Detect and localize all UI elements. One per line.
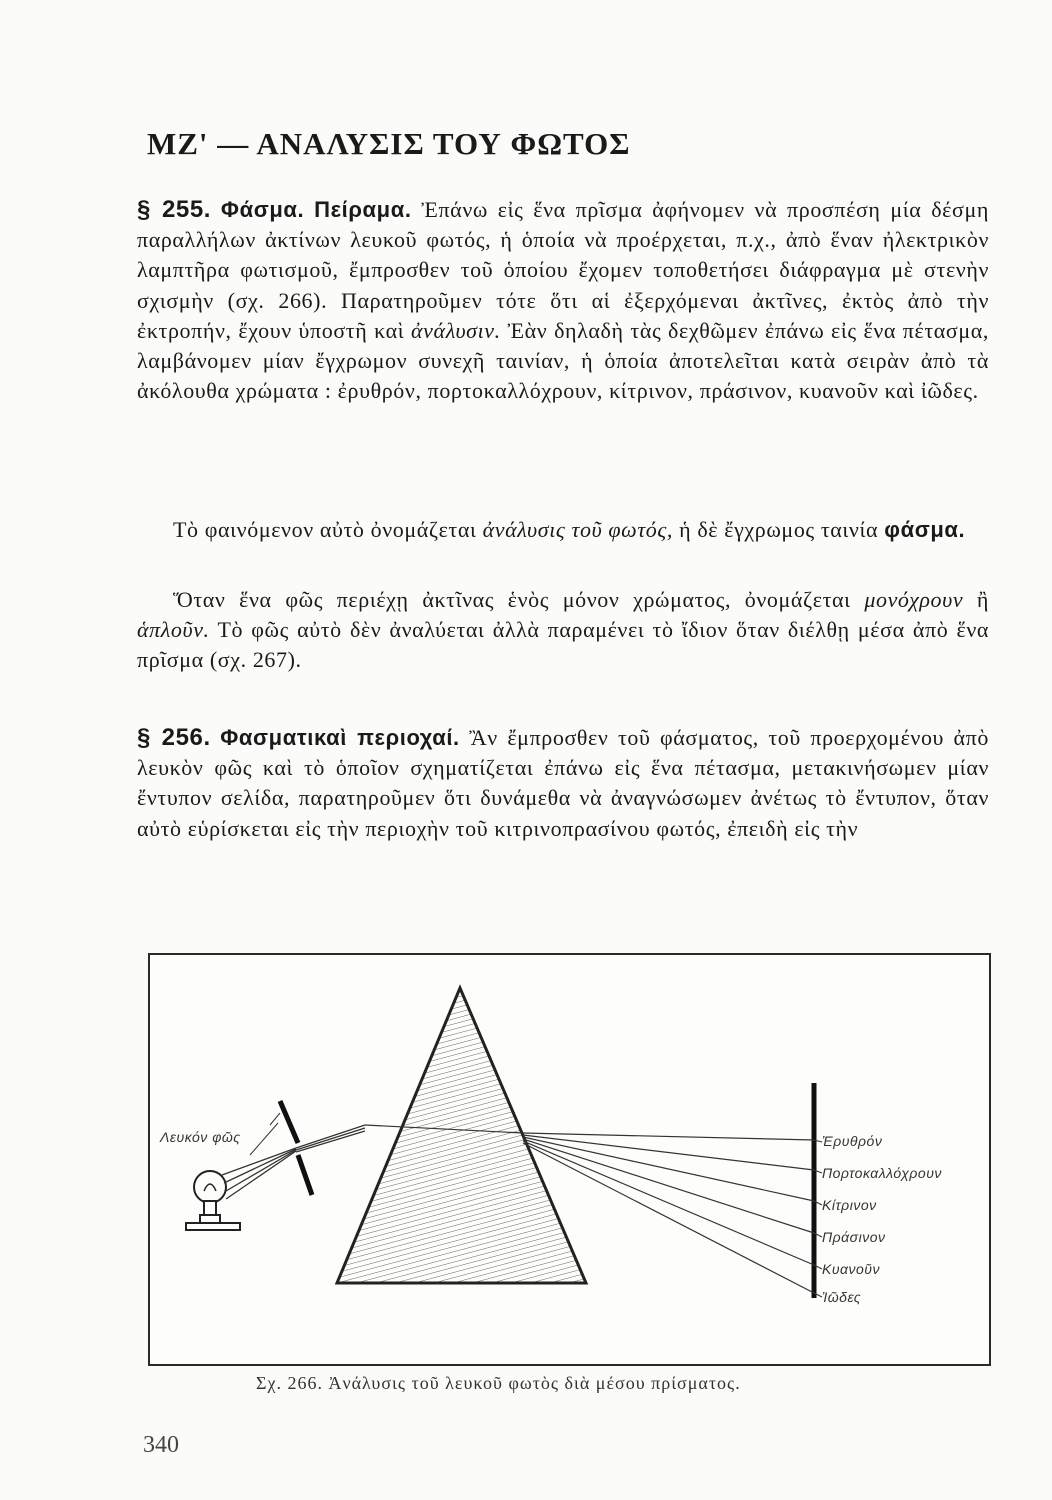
- diaphragm-upper: [280, 1101, 298, 1143]
- body-text: Ὅταν ἕνα φῶς περιέχῃ ἀκτῖνας ἑνὸς μόνον χρώματος, ὀνομάζεται: [173, 587, 851, 612]
- beam-into-prism: [296, 1125, 365, 1152]
- source-label: Λευκόν φῶς: [160, 1129, 241, 1145]
- experiment-label: Πείραμα.: [314, 197, 412, 222]
- incident-rays: [222, 1148, 296, 1199]
- bold-term: φάσμα.: [884, 517, 966, 542]
- italic-term: ἁπλοῦν.: [137, 617, 210, 643]
- section-title: Φάσμα.: [220, 197, 305, 222]
- diaphragm-lower: [298, 1155, 312, 1195]
- section-256-paragraph-1: [137, 723, 989, 844]
- body-text: Ἐὰν δηλαδὴ τὰς δεχθῶμεν ἐπάνω εἰς ἕνα πέτασμα, λαμβάνομεν μίαν ἔγχρωμον συνεχῆ ταινίαν, ἡ ὁποία ἀποτελεῖται κατὰ σειρὰν ἀπὸ τὰ ἀκόλουθα χρώματα : ἐρυθρόν, πορτοκαλλόχρουν, κίτρινον, πράσινον, κυανοῦν καὶ ἰῶδες.: [137, 317, 989, 404]
- prism: [337, 988, 586, 1283]
- italic-term: ἀνάλυσιν.: [411, 317, 501, 343]
- spectrum-label-violet: Ἰῶδες: [822, 1289, 862, 1305]
- prism-figure: [148, 953, 991, 1366]
- body-text: Τὸ φαινόμενον αὐτὸ ὀνομάζεται: [173, 517, 477, 542]
- chapter-title: ΜΖ' — ΑΝΑΛΥΣΙΣ ΤΟΥ ΦΩΤΟΣ: [147, 126, 631, 161]
- page-number: 340: [143, 1432, 179, 1458]
- section-255-paragraph-2: [137, 515, 989, 545]
- spectrum-label-yellow: Κίτρινον: [822, 1197, 877, 1213]
- section-number: § 256.: [137, 724, 211, 751]
- body-text: Ἐπάνω εἰς ἕνα πρῖσμα ἀφήνομεν νὰ προσπέση μία δέσμη παραλλήλων ἀκτίνων λευκοῦ φωτός, ἡ ὁποία νὰ προέρχεται, π.χ., ἀπὸ ἕναν ἠλεκτρικὸν λαμπτῆρα φωτισμοῦ, ἔμπροσθεν τοῦ ὁποίου ἔχομεν τοποθετήσει διάφραγμα μὲ στενὴν σχισμὴν (σχ. 266). Παρατηροῦμεν τότε ὅτι αἱ ἐξερχόμεναι ἀκτῖνες, ἐκτὸς ἀπὸ τὴν ἐκτροπήν, ἔχουν ὑποστῆ καὶ: [137, 197, 989, 343]
- section-255-paragraph-3: [137, 585, 989, 676]
- spectrum-label-blue: Κυανοῦν: [822, 1261, 881, 1277]
- spectrum-label-green: Πράσινον: [822, 1229, 886, 1245]
- italic-term: ἀνάλυσις τοῦ φωτός,: [482, 517, 674, 542]
- spectrum-label-orange: Πορτοκαλλόχρουν: [822, 1165, 942, 1181]
- spectrum-label-red: Ἐρυθρόν: [822, 1133, 883, 1149]
- body-text: ἡ δὲ ἔγχρωμος ταινία: [679, 517, 879, 542]
- body-text: ἢ: [976, 587, 989, 612]
- body-text: Τὸ φῶς αὐτὸ δὲν ἀναλύεται ἀλλὰ παραμένει τὸ ἴδιον ὅταν διέλθῃ μέσα ἀπὸ ἕνα πρῖσμα (σχ. 267).: [137, 617, 990, 673]
- prism-diagram: [150, 955, 993, 1368]
- section-title: Φασματικαὶ περιοχαί.: [220, 725, 460, 750]
- section-255-paragraph-1: [137, 195, 989, 406]
- body-text: Ἂν ἔμπροσθεν τοῦ φάσματος, τοῦ προερχομένου ἀπὸ λευκὸν φῶς καὶ τὸ ὁποῖον σχηματίζεται ἐπάνω εἰς ἕνα πέτασμα, μετακινήσωμεν μίαν ἔντυπον σελίδα, παρατηροῦμεν ὅτι δυνάμεθα νὰ ἀναγνώσωμεν ἀνέτως τὸ ἔντυπον, ὅταν αὐτὸ εὑρίσκεται εἰς τὴν περιοχὴν τοῦ κιτρινοπρασίνου φωτός, ἐπειδὴ εἰς τὴν: [137, 725, 989, 841]
- italic-term: μονόχρουν: [864, 587, 964, 612]
- section-number: § 255.: [137, 196, 212, 223]
- figure-caption: Σχ. 266. Ἀνάλυσις τοῦ λευκοῦ φωτὸς διὰ μέσου πρίσματος.: [256, 1373, 741, 1393]
